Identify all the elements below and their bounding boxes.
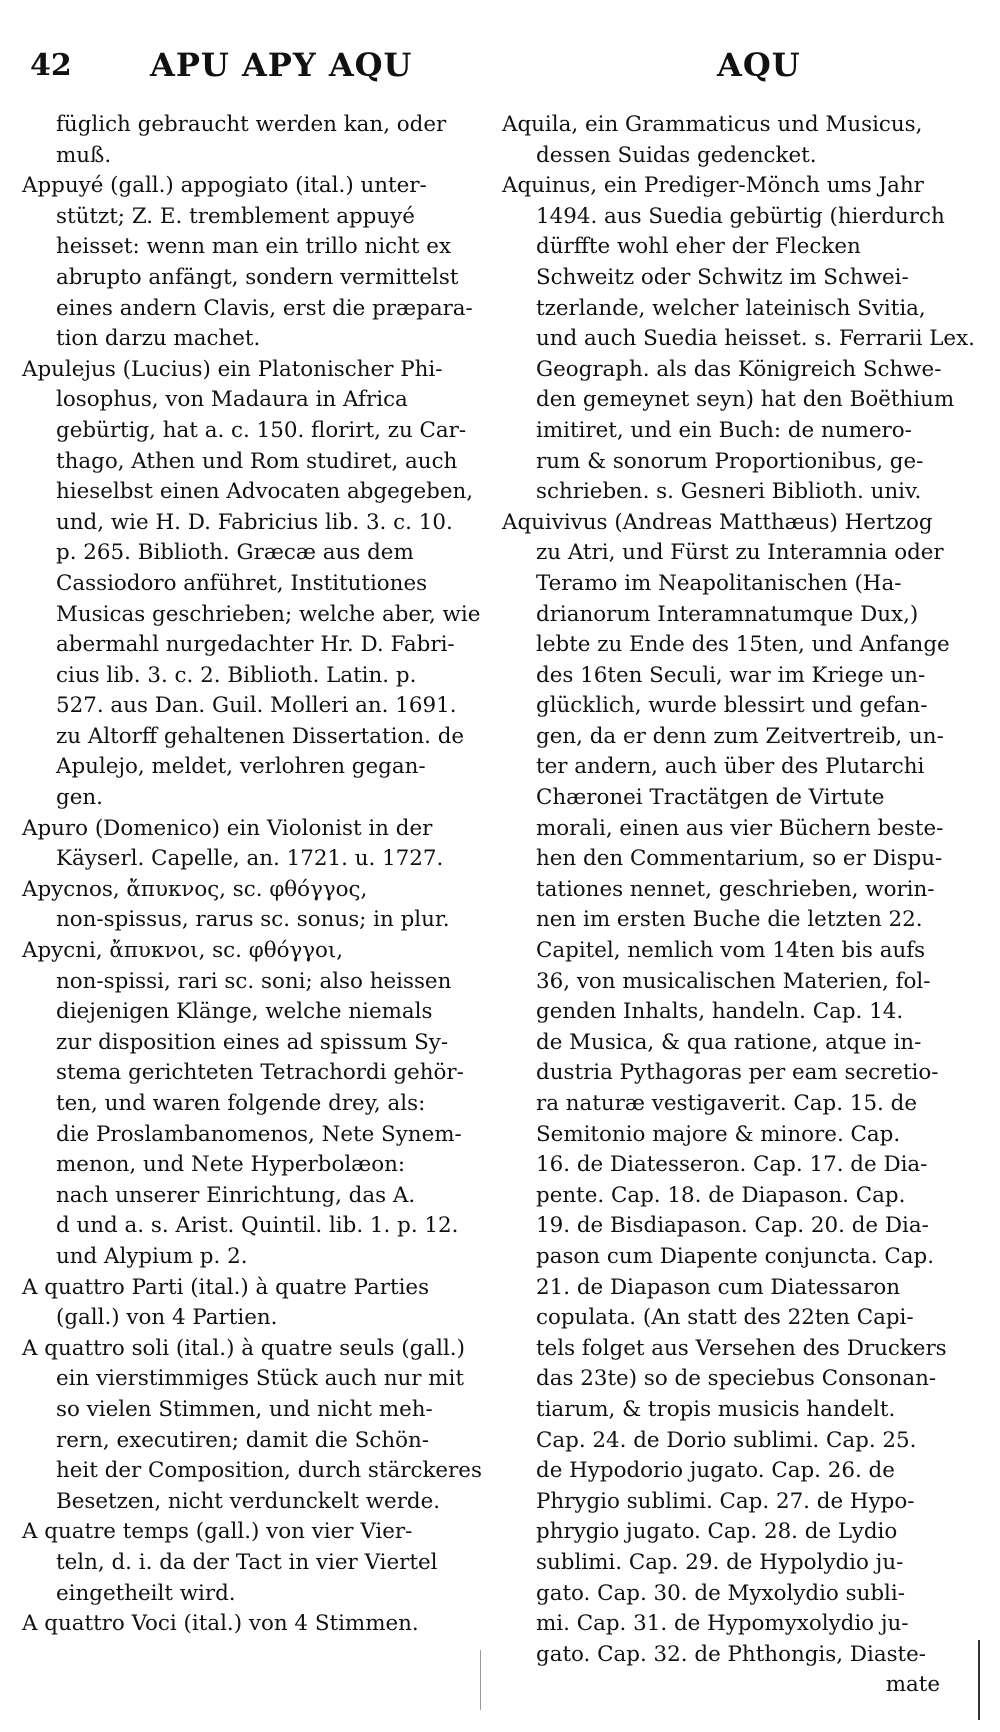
running-head-right: AQU bbox=[717, 46, 801, 84]
text-line: mi. Cap. 31. de Hypomyxolydio ju- bbox=[536, 1611, 909, 1637]
text-line: nach unserer Einrichtung, das A. bbox=[56, 1182, 416, 1208]
text-line: Aquila, ein Grammaticus und Musicus, bbox=[502, 112, 923, 137]
text-line: ra naturæ vestigaverit. Cap. 15. de bbox=[536, 1091, 917, 1116]
text-line: sublimi. Cap. 29. de Hypolydio ju- bbox=[536, 1549, 904, 1575]
text-line: abermahl nurgedachter Hr. D. Fabri- bbox=[56, 632, 455, 658]
running-head-left: APU APY AQU bbox=[150, 46, 413, 84]
text-line: pason cum Diapente conjuncta. Cap. bbox=[536, 1243, 935, 1269]
text-line: tels folget aus Versehen des Druckers bbox=[536, 1335, 947, 1361]
text-line: d und a. s. Arist. Quintil. lib. 1. p. 12. bbox=[56, 1213, 459, 1239]
text-line: Musicas geschrieben; welche aber, wie bbox=[56, 601, 481, 627]
text-line: rum & sonorum Proportionibus, ge- bbox=[536, 448, 924, 474]
entry-a-quattro-parti bbox=[22, 1273, 478, 1334]
text-line: 36, von musicalischen Materien, fol- bbox=[536, 968, 931, 994]
text-line: de Musica, & qua ratione, atque in- bbox=[536, 1029, 922, 1055]
text-line: Cassiodoro anführet, Institutiones bbox=[56, 570, 428, 596]
entry-a-quatre-temps bbox=[22, 1517, 478, 1609]
text-line: 16. de Diatesseron. Cap. 17. de Dia- bbox=[536, 1152, 928, 1178]
text-line: und, wie H. D. Fabricius lib. 3. c. 10. bbox=[56, 509, 453, 535]
text-line: zur disposition eines ad spissum Sy- bbox=[56, 1029, 449, 1055]
text-line: cius lib. 3. c. 2. Biblioth. Latin. p. bbox=[56, 662, 417, 688]
text-line: hieselbst einen Advocaten abgegeben, bbox=[56, 479, 474, 505]
text-line: de Hypodorio jugato. Cap. 26. de bbox=[536, 1458, 895, 1484]
text-line: Apycni, ἄπυκνοι, sc. φθόγγοι, bbox=[22, 938, 344, 964]
text-line: den gemeynet seyn) hat den Boëthium bbox=[536, 387, 955, 413]
text-line: Semitonio majore & minore. Cap. bbox=[536, 1121, 901, 1147]
text-line: und Alypium p. 2. bbox=[56, 1243, 248, 1269]
text-line: dustria Pythagoras per eam secretio- bbox=[536, 1060, 939, 1086]
text-line: zu Altorff gehaltenen Dissertation. de bbox=[56, 723, 465, 749]
entry-a-quattro-soli bbox=[22, 1334, 482, 1518]
text-line: das 23te) so de speciebus Consonan- bbox=[536, 1366, 937, 1392]
text-line: eines andern Clavis, erst die præpara- bbox=[56, 295, 473, 321]
text-line: 19. de Bisdiapason. Cap. 20. de Dia- bbox=[536, 1213, 929, 1239]
text-line: Käyserl. Capelle, an. 1721. u. 1727. bbox=[56, 846, 444, 872]
text-line: lebte zu Ende des 15ten, und Anfange bbox=[536, 632, 950, 658]
text-line: Schweitz oder Schwitz im Schwei- bbox=[536, 264, 909, 290]
text-line: tzerlande, welcher lateinisch Svitia, bbox=[536, 295, 926, 321]
text-line: des 16ten Seculi, war im Kriege un- bbox=[536, 662, 926, 688]
entry-apycni bbox=[22, 936, 478, 1273]
text-line: menon, und Nete Hyperbolæon: bbox=[56, 1152, 406, 1178]
text-line: so vielen Stimmen, und nicht meh- bbox=[56, 1396, 433, 1422]
text-line: gato. Cap. 32. de Phthongis, Diaste- bbox=[536, 1641, 927, 1667]
text-line: Aquinus, ein Prediger-Mönch ums Jahr bbox=[502, 173, 924, 199]
text-line: 527. aus Dan. Guil. Molleri an. 1691. bbox=[56, 693, 457, 719]
text-line: Apuro (Domenico) ein Violonist in der bbox=[22, 815, 433, 841]
text-line: thago, Athen und Rom studiret, auch bbox=[56, 448, 458, 474]
text-line: rern, executiren; damit die Schön- bbox=[56, 1427, 429, 1453]
text-line: dessen Suidas gedencket. bbox=[536, 142, 817, 168]
text-line: gebürtig, hat a. c. 150. florirt, zu Car- bbox=[56, 417, 467, 443]
text-line: dürffte wohl eher der Flecken bbox=[536, 234, 861, 260]
entry-apycnos bbox=[22, 875, 478, 936]
text-line: A quattro Voci (ital.) von 4 Stimmen. bbox=[22, 1611, 419, 1637]
column-gutter-mark bbox=[480, 1650, 481, 1710]
text-line: die Proslambanomenos, Nete Synem- bbox=[56, 1121, 462, 1147]
text-line: und auch Suedia heisset. s. Ferrarii Lex. bbox=[536, 326, 975, 352]
text-line: Chæronei Tractätgen de Virtute bbox=[536, 785, 885, 811]
text-line: drianorum Interamnatumque Dux,) bbox=[536, 601, 919, 627]
text-line: schrieben. s. Gesneri Biblioth. univ. bbox=[536, 479, 922, 505]
text-line: Geograph. als das Königreich Schwe- bbox=[536, 356, 942, 382]
text-line: genden Inhalts, handeln. Cap. 14. bbox=[536, 999, 904, 1025]
text-line: Aquivivus (Andreas Matthæus) Hertzog bbox=[502, 509, 933, 535]
text-line: muß. bbox=[56, 142, 112, 168]
entry-apuro bbox=[22, 814, 478, 875]
text-line: A quatre temps (gall.) von vier Vier- bbox=[22, 1519, 413, 1545]
text-line: gen. bbox=[56, 785, 103, 811]
text-line: p. 265. Biblioth. Græcæ aus dem bbox=[56, 540, 414, 566]
text-line: Capitel, nemlich vom 14ten bis aufs bbox=[536, 938, 926, 964]
entry-aquinus bbox=[502, 171, 975, 508]
text-line: Cap. 24. de Dorio sublimi. Cap. 25. bbox=[536, 1427, 917, 1453]
text-line: glücklich, wurde blessirt und gefan- bbox=[536, 693, 928, 719]
text-line: non-spissi, rari sc. soni; also heissen bbox=[56, 968, 452, 994]
entry-aquila bbox=[502, 110, 948, 171]
text-line: tationes nennet, geschrieben, worin- bbox=[536, 876, 935, 902]
entry-a-quattro-voci bbox=[22, 1609, 478, 1640]
text-line: gato. Cap. 30. de Myxolydio subli- bbox=[536, 1580, 905, 1606]
entry-apulejus bbox=[22, 355, 481, 814]
text-line: füglich gebraucht werden kan, oder bbox=[56, 112, 447, 137]
entry-aquivivus bbox=[502, 508, 948, 1671]
text-line: stema gerichteten Tetrachordi gehör- bbox=[56, 1060, 464, 1086]
page-edge-mark bbox=[978, 1640, 980, 1720]
text-line: ein vierstimmiges Stück auch nur mit bbox=[56, 1366, 464, 1392]
text-line: imitiret, und ein Buch: de numero- bbox=[536, 417, 912, 443]
text-line: losophus, von Madaura in Africa bbox=[56, 387, 408, 413]
text-line: 21. de Diapason cum Diatessaron bbox=[536, 1274, 901, 1300]
text-line: diejenigen Klänge, welche niemals bbox=[56, 999, 433, 1025]
text-line: phrygio jugato. Cap. 28. de Lydio bbox=[536, 1519, 898, 1545]
right-column bbox=[502, 110, 975, 1701]
page-header bbox=[22, 42, 972, 92]
text-line: ter andern, auch über des Plutarchi bbox=[536, 754, 925, 780]
text-line: gen, da er denn zum Zeitvertreib, un- bbox=[536, 723, 944, 749]
text-line: tion darzu machet. bbox=[56, 326, 261, 352]
text-line: morali, einen aus vier Büchern beste- bbox=[536, 815, 944, 841]
text-line: pente. Cap. 18. de Diapason. Cap. bbox=[536, 1182, 906, 1208]
text-line: non-spissus, rarus sc. sonus; in plur. bbox=[56, 907, 450, 933]
text-line: Apulejus (Lucius) ein Platonischer Phi- bbox=[22, 356, 443, 382]
text-line: heisset: wenn man ein trillo nicht ex bbox=[56, 234, 452, 260]
text-line: heit der Composition, durch stärckeres bbox=[56, 1458, 482, 1484]
text-line: hen den Commentarium, so er Dispu- bbox=[536, 846, 943, 872]
text-line: eingetheilt wird. bbox=[56, 1580, 236, 1606]
text-line: Apulejo, meldet, verlohren gegan- bbox=[56, 754, 426, 780]
text-line: A quattro soli (ital.) à quatre seuls (gall.) bbox=[22, 1335, 465, 1361]
text-line: Apycnos, ἄπυκνος, sc. φθόγγος, bbox=[22, 876, 368, 902]
text-line: Besetzen, nicht verdunckelt werde. bbox=[56, 1488, 441, 1514]
entry-continuation bbox=[22, 110, 478, 171]
text-line: Phrygio sublimi. Cap. 27. de Hypo- bbox=[536, 1488, 915, 1514]
text-line: ten, und waren folgende drey, als: bbox=[56, 1091, 426, 1116]
text-line: teln, d. i. da der Tact in vier Viertel bbox=[56, 1549, 438, 1575]
text-line: abrupto anfängt, sondern vermittelst bbox=[56, 264, 459, 290]
text-line: (gall.) von 4 Partien. bbox=[56, 1305, 278, 1331]
text-line: Appuyé (gall.) appogiato (ital.) unter- bbox=[22, 173, 427, 199]
text-line: zu Atri, und Fürst zu Interamnia oder bbox=[536, 540, 944, 566]
text-line: Teramo im Neapolitanischen (Ha- bbox=[536, 570, 902, 596]
text-line: A quattro Parti (ital.) à quatre Parties bbox=[22, 1274, 430, 1300]
catchword: mate bbox=[885, 1672, 940, 1698]
left-column bbox=[22, 110, 482, 1640]
text-line: nen im ersten Buche die letzten 22. bbox=[536, 907, 923, 933]
text-line: stützt; Z. E. tremblement appuyé bbox=[56, 203, 415, 229]
text-line: tiarum, & tropis musicis handelt. bbox=[536, 1396, 896, 1422]
text-line: 1494. aus Suedia gebürtig (hierdurch bbox=[536, 203, 945, 229]
text-line: copulata. (An statt des 22ten Capi- bbox=[536, 1305, 914, 1331]
entry-appuye bbox=[22, 171, 478, 355]
page-number: 42 bbox=[30, 48, 72, 83]
